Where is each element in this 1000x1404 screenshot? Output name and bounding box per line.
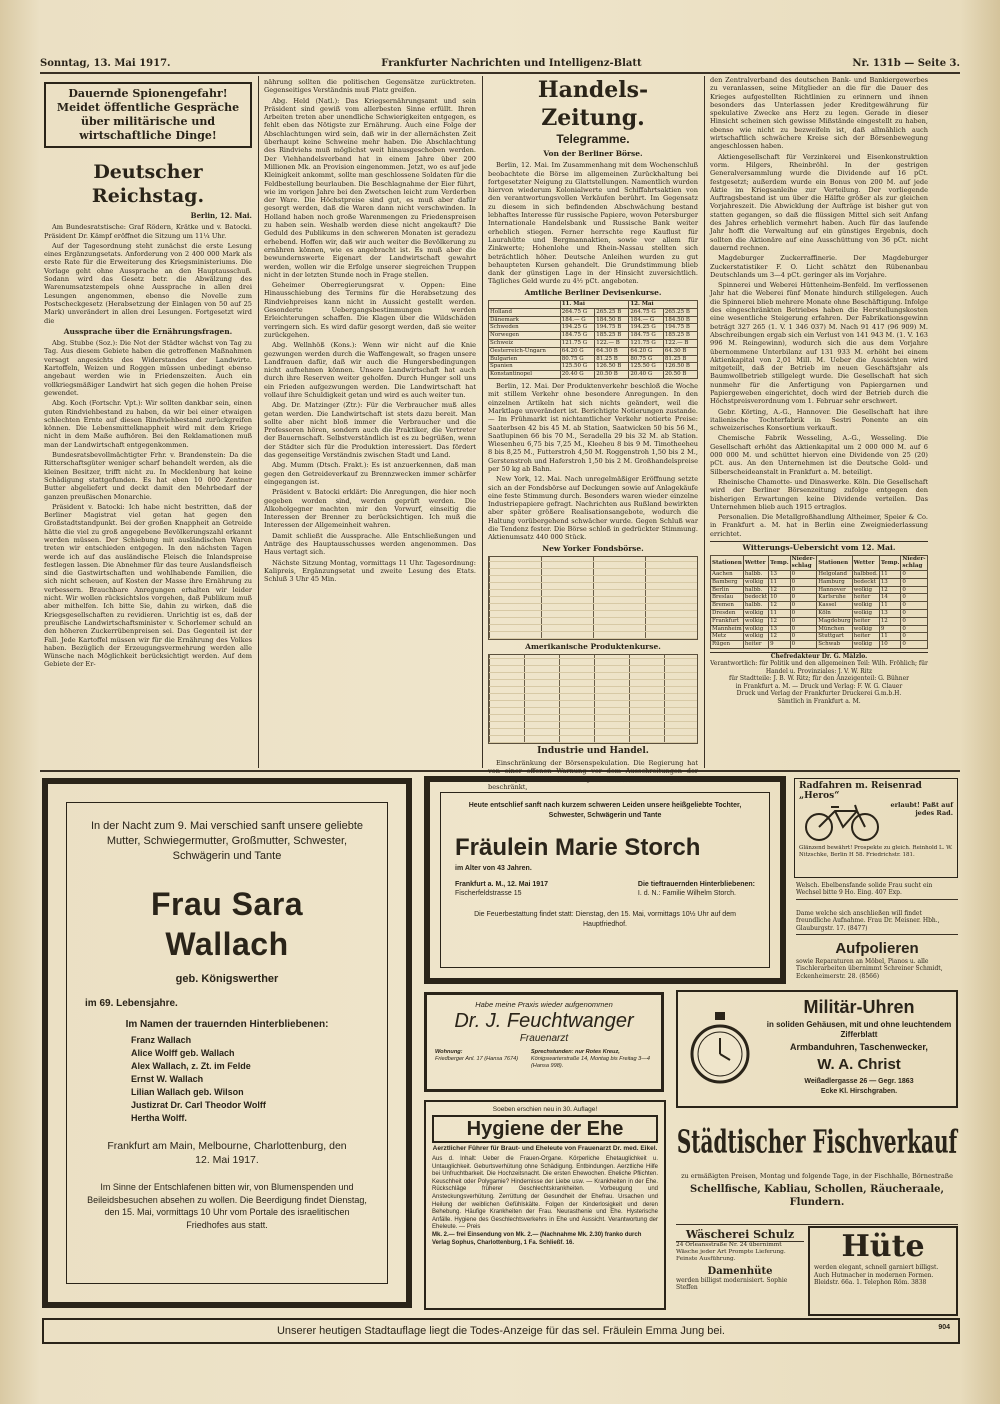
table-header: Nieder-schlag	[791, 556, 815, 570]
table-cell: heiter	[852, 617, 879, 625]
table-row	[711, 578, 928, 586]
table-cell: 122.— B	[663, 340, 697, 348]
table-cell: 194.25 G	[560, 324, 595, 332]
table-cell: 64.20 G	[560, 347, 595, 355]
paragraph: nährung sollten die politischen Gegensätze zurücktreten. Gegenseitiges Verständnis muß Platz greifen.	[264, 78, 476, 95]
table-row	[489, 371, 698, 379]
table-cell: Karlsruhe	[817, 594, 852, 602]
table-cell: 121.75 G	[560, 340, 595, 348]
paragraph: Präsident v. Batocki: Ich habe nicht bestritten, daß der Berliner Magistrat viel getan hat gegen den Großstadtstandpunkt. Bei der großen Knappheit an Getreide hätte die viel zu groß angegebene Bevölkerungszahl erkannt werden müssen. Der Schiebung mit ausländischen Waren treten wir entschieden entgegen. In den nächsten Tagen werde ich auf das ausländische Fleisch die Inlandspreise festlegen lassen. Die Abnehmer für das teure Auslandsfleisch sind die Gastwirtschaften und wohlhabende Familien, die sich nicht scheuen, auf Kosten der Masse ihre Ernährung zu verbessern. Brauchbare Anregungen erhalten wir leider nicht. Wir wollen rücksichtslos vorgehen, daß Publikum muß aber mithelfen. Ich bitte Sie, dahin zu wirken, daß die Kriegsgesellschaften zu revidieren. Unrichtig ist es, daß der preußische Landwirtschaftsminister v. Schorlemer schuld an den höheren Zuckerrübenpreisen sei. Das Gegenteil ist der Fall. Jede Kartoffel müssen wir für die Ernährung des Volkes haben. Bezüglich der Erzeugungsvermehrung werden alle Wünsche nach Möglichkeit berücksichtigt werden. Auf dem Gebiete der Er-	[44, 502, 252, 669]
obituary-place: Frankfurt am Main, Melbourne, Charlottenburg, den 12. Mai 1917.	[107, 1140, 347, 1166]
ad-line: Schellfische, Kabliau, Schollen, Räucheraale, Flundern.	[690, 1184, 944, 1208]
table-cell: 10	[879, 641, 901, 649]
ad-label: Wohnung:	[435, 1049, 463, 1055]
obituary-wallach	[42, 778, 412, 1308]
page-number: 904	[938, 1324, 950, 1331]
mourner: Justizrat Dr. Carl Theodor Wolff	[131, 1100, 266, 1110]
mourner: Hertha Wolff.	[131, 1113, 187, 1123]
ad-body: werden elegant, schnell garniert billigst. Auch Hutmacher in modernen Formen. Bleidstr. 66a. 1. Telephon Röm. 3838	[814, 1264, 939, 1287]
ad-address: Ecke Kl. Hirschgraben.	[820, 1088, 898, 1095]
table-cell: wolkig	[743, 578, 768, 586]
paragraph: Auf der Tagesordnung steht zunächst die erste Lesung eines Ergänzungsetats. Anforderung von 2 400 000 Mark als erste Rate für die Erweiterung des Kriegsministeriums. Die Vorlage geht ohne Aussprache an den Hauptausschuß. Sodann wird das Gesetz betr. die Abwälzung des Warenumsatzstempels ohne Aussprache in allen drei Lesungen angenommen, ebenso die Novelle zum Postscheckgesetz (Herabsetzung der Einlagen von 50 auf 25 Mark) unverändert in allen drei Lesungen. Fortgesetzt wird die	[44, 241, 252, 325]
devisen-table	[488, 300, 698, 379]
table-cell: 0	[790, 625, 817, 633]
ad-feuchtwanger	[424, 992, 664, 1092]
table-cell: Schweden	[489, 324, 561, 332]
mourners-heading: Die tieftrauernden Hinterbliebenen:	[637, 881, 755, 888]
paragraph: Berlin, 12. Mai. Der Produktenverkehr beschloß die Woche mit stillem Verkehr ohne besondere Anregungen. In den einzelnen Artikeln hat sich nichts geändert, weil die Marktlage unverändert ist. Berichtigte Notierungen zustande. — Im Frühmarkt ist nichtamtlicher Verkehr notierte Preise: Saaterbsen 42 bis 45 M. ab Station, Saatwicken 50 bis 56 M., Saatlupinen 66 bis 70 M., Seradella 29 bis 32 M. ab Station. Wiesenheu 6,75 bis 7,25 M., Kleeheu 8 bis 9 M. Timotheeheu 8 bis 8,25 M., Futterstroh 4,50 M. Roggenstroh 1,50 bis 2 M., Gerstenstroh und Haferstroh 1,50 bis 2 M. Großhandelspreise per 50 kg ab Bahn.	[488, 382, 698, 473]
ad-residence	[435, 1049, 522, 1070]
mourner: Ernst W. Wallach	[131, 1074, 204, 1084]
table-cell: Köln	[817, 609, 852, 617]
imprint-line: Sämtlich in Frankfurt a. M.	[777, 697, 861, 705]
table-cell: heiter	[852, 594, 879, 602]
table-cell: 126.50 B	[595, 363, 629, 371]
ad-details	[435, 1049, 653, 1070]
table-row	[489, 355, 698, 363]
table-cell: 0	[790, 586, 817, 594]
ny-table	[488, 556, 698, 640]
table-cell: wolkig	[852, 609, 879, 617]
column-reichstag	[44, 82, 252, 768]
paragraph: Spinnerei und Weberei Hüttenheim-Benfeld. Im verflossenen Jahr hat die Weberei fünf Monate hindurch stillgelegen. Auch die Spinnerei blieb mehrere Monate ohne Beschäftigung. Infolge des eingeschränkten Betriebes haben die Herstellungskosten eine wesentliche Steigerung erfahren. Der Fabrikationsgewinn beträgt 327 265 (1. V. 1 346 037) M. Nach 91 417 (96 909) M. Abschreibungen ergab sich ein Verlust von 141 943 M. (1. V. 163 996 M. Reingewinn), wodurch sich die aus dem Vorjahre übernommene Unterbilanz auf 131 933 M. erhöht bei einem Aktienkapital von 2,01 Mill. M. Ueber die Aussichten wird mitgeteilt, daß der Betrieb im neuen Geschäftsjahr als Baumwollbetrieb stillgelegt wurde. Die Gesellschaft hat sich nunmehr für die Anfertigung von Papiergarnen und Papiergeweben eingerichtet, doch wird der Betrieb durch die Höchstpreisverordnung vom 1. Februar sehr erschwert.	[710, 281, 928, 406]
table-cell: 265.25 B	[663, 308, 697, 316]
ad-body: 24 Orleansstraße Nr. 24 übernimmt Wäsche jeder Art Prompte Lieferung. Feinste Ausführung.	[676, 1242, 786, 1262]
table-cell: Oesterreich-Ungarn	[489, 347, 561, 355]
table-cell: 184.— G	[560, 316, 595, 324]
table-row	[711, 594, 928, 602]
table-cell: wolkig	[852, 641, 879, 649]
table-cell: Spanien	[489, 363, 561, 371]
table-header	[489, 301, 561, 309]
table-cell: 12	[769, 586, 791, 594]
table-header-row	[711, 556, 928, 571]
paragraph: New York, 12. Mai. Nach unregelmäßiger Eröffnung setzte sich an der Fondsbörse auf Deckungen sowie auf Anlagekäufe eine feste Stimmung durch. Besonders waren wieder einzelne Industriepapiere gefragt. Nachrichten aus Rußland bewirkten aber später größere Realisationsangebote, wodurch die Haltung vorübergehend schwächer wurde. Gegen Schluß war die Tendenz fester. Die Börse schloß in gedrückter Stimmung. Aktienumsatz 440 000 Stück.	[488, 475, 698, 542]
table-cell: 264.75 G	[629, 308, 664, 316]
table-cell: 81.25 B	[663, 355, 697, 363]
table-cell: 20.50 B	[595, 371, 629, 379]
paragraph: Abg. Koch (Fortschr. Vpt.): Wir sollten dankbar sein, einen guten Rindviehbestand zu haben, da wir bei einer etwaigen schlechten Ernte auf diesen Rindviehbestand zurückgreifen können. Die Lebensmittelknappheit wird mit dem Kriege nicht in dem Maße aufhören. Bei den Reklamationen muß man der Landwirtschaft entgegenkommen.	[44, 399, 252, 449]
table-header: Stationen	[817, 556, 852, 571]
paragraph: Magdeburger Zuckerraffinerie. Der Magdeburger Zuckerstatistiker F. O. Licht schätzt den Rübenanbau Deutschlands um 3—4 pCt. geringer als im Vorjahre.	[710, 254, 928, 279]
book-contents: Aus d. Inhalt: Ueber die Frauen-Organe. Körperliche Ehetauglichkeit u. Untauglichkeit. Geburtsverhütung ohne Schädigung. Entbindungen. Aerztliche Hilfe bei Unfruchtbarkeit. Die Hochzeitsnacht. Die ersten Ehewochen. Eheliche Pflichten. Keuschheit oder Polygamie? Hindernisse der Liebe usw. — Krankheiten in der Ehe. Rückschläge früherer Geschlechtskrankheiten. Vorbeugung und Ansteckungsverhütung. Zerrüttung der Gesundheit der Ehefrau. Ursachen und Heilung der weiblichen Gefühlskälte. Folgen der Kinderlosigkeit und deren Behebung. Häufige Krankheiten der Frau. Neurasthenie und Ehe. Hysterische Anfälle. Hygiene des Geschlechtsverkehrs in Ehe und Aussicht. Verantwortung der Eheleute. — Preis	[432, 1156, 658, 1231]
table-cell: halbb.	[743, 602, 768, 610]
table-row	[711, 602, 928, 610]
ad-line: zu ermäßigten Preisen, Montag und folgende Tage, in der Fischhalle, Börnestraße	[681, 1172, 953, 1180]
table-cell: Bremen	[711, 602, 744, 610]
paragraph: Einschränkung der Börsenspekulation. Die Regierung hat von einer offenen Warnung vor dem Ausschreitungen der Börsenspekulation Abstand genommen, sie hat sich darauf beschränkt,	[488, 758, 698, 792]
table-cell: 9	[769, 641, 791, 649]
table-cell: 20.40 G	[560, 371, 595, 379]
table-cell: 265.25 B	[595, 308, 629, 316]
table-cell: 264.75 G	[560, 308, 595, 316]
paragraph: Am Bundesratstische: Graf Rödern, Krätke und v. Batocki. Präsident Dr. Kämpf eröffnet die Sitzung um 11¼ Uhr.	[44, 223, 252, 240]
ad-company: W. A. Christ	[817, 1056, 901, 1073]
table-cell: bedeckt	[852, 578, 879, 586]
table-cell: 184.— G	[629, 316, 664, 324]
paragraph: Gebr. Körting, A.-G., Hannover. Die Gesellschaft hat ihre italienische Tochterfabrik in Sestri Ponente an ein schweizerisches Konsortium verkauft.	[710, 407, 928, 433]
table-cell: 11	[879, 602, 901, 610]
table-cell: Konstantinopel	[489, 371, 561, 379]
table-cell: 0	[790, 633, 817, 641]
masthead-title: Frankfurter Nachrichten und Intelligenz-Blatt	[381, 58, 642, 69]
masthead-date: Sonntag, 13. Mai 1917.	[40, 58, 171, 69]
paragraph: Präsident v. Batocki erklärt: Die Anregungen, die hier noch gegeben worden sind, werden geprüft werden. Die Alkoholgegner machten mir den Vorwurf, einseitig die Interessen der Brenner zu berücksichtigen. Ich muß die Interessen der Allgemeinheit wahren.	[264, 488, 476, 530]
book-subtitle: Aerztlicher Führer für Braut- und Eheleute von Frauenarzt Dr. med. Eikel.	[432, 1145, 658, 1152]
table-cell: 194.25 G	[629, 324, 664, 332]
table-cell: heiter	[743, 641, 768, 649]
table-cell: Dresden	[711, 609, 744, 617]
mourner: Lilian Wallach geb. Wilson	[131, 1087, 244, 1097]
paragraph: den Zentralverband des deutschen Bank- und Bankiergewerbes zu veranlassen, seine Mitglieder an die für die Dauer des Krieges aufgestellten Richtlinien zu erinnern und ihnen besonders das Unterlassen jeder Kreditgewährung für spekulative Zwecke ans Herz zu legen. Gerade in dieser Hinsicht scheinen sich gewisse Mißstände eingestellt zu haben, ebenso wie nicht zu bezweifeln ist, daß allmählich auch wirtschaftlich schwächere Kreise sich der Börsenbewegung angeschlossen haben.	[710, 76, 928, 151]
table-cell: halbb.	[743, 586, 768, 594]
table-header: 11. Mai	[560, 301, 629, 309]
table-row	[489, 308, 698, 316]
imprint-line: in Frankfurt a. M. — Druck und Verlag: F. W. G. Clauer	[735, 682, 903, 690]
table-row	[489, 340, 698, 348]
book-title: Hygiene der Ehe	[432, 1115, 658, 1143]
table-row	[711, 609, 928, 617]
reichstag-title: Deutscher Reichstag.	[91, 161, 205, 207]
ad-bicycle	[794, 778, 958, 878]
classified-ad: Welsch. Ebelbensfande solide Frau sucht ein Wechsel bitte 9 Ho. Eing. 407 Exp.	[796, 882, 958, 900]
table-cell: 185.25 B	[595, 332, 629, 340]
table-cell: halbb.	[743, 570, 768, 578]
ad-heading: Wäscherei Schulz	[676, 1228, 804, 1242]
table-header: 12. Mai	[629, 301, 698, 309]
table-cell: 11	[879, 570, 901, 578]
subheading: Von der Berliner Börse.	[543, 149, 643, 158]
table-cell: halbbed.	[853, 570, 878, 577]
table-cell: 0	[901, 594, 928, 602]
weather-title: Witterungs-Uebersicht vom 12. Mai.	[710, 541, 928, 552]
table-cell: wolkig	[743, 609, 768, 617]
mourner: Alice Wolff geb. Wallach	[131, 1048, 235, 1058]
table-cell: 0	[790, 578, 817, 586]
table-cell: 0	[790, 617, 817, 625]
classified-ad: Dame welche sich anschließen will findet freundliche Aufnahme. Frau Dr. Meisner. Hbh., Glauburgstr. 17. (8477)	[796, 910, 958, 935]
table-cell: Bamberg	[711, 578, 744, 586]
table-cell: 0	[901, 602, 928, 610]
table-cell: 12	[769, 602, 791, 610]
ad-heading: Aufpolieren	[835, 940, 919, 957]
table-cell: 121.75 G	[629, 340, 664, 348]
ad-top: Habe meine Praxis wieder aufgenommen	[475, 1000, 613, 1009]
table-cell: heiter	[852, 633, 879, 641]
table-cell: 12	[769, 633, 791, 641]
obituary-note: Im Sinne der Entschlafenen bitten wir, von Blumenspenden und Beileidsbesuchen absehen zu wollen. Die Beerdigung findet Dienstag, den 15. Mai, vormittags 10 Uhr vom Portale des israelitischen Friedhofes aus statt.	[87, 1182, 367, 1230]
column-handels	[488, 76, 698, 792]
imprint-line: Verantwortlich: für Politik und den allgemeinen Teil: Wilh. Fröhlich; für Handel u. Provinziales: J. V. W. Ritz	[710, 660, 928, 675]
paragraph: Aktiengesellschaft für Verzinkerei und Eisenkonstruktion vorm. Hilgers, Rheinbröhl. In der gestrigen Generalversammlung wurde die Dividende auf 16 pCt. festgesetzt; außerdem wurde ein Bonus von 200 M. auf jede Aktie im Kriegsanleihe zur Verteilung. Der vorliegende Auftragsbestand ist um über die Hälfte größer als zur gleichen Vorjahreszeit. Die Abwicklung der Aufträge ist bisher gut von statten gegangen, so daß die flüssigen Mittel sich seit Anfang des Jahres erheblich vermehrt haben. Auch für das laufende Jahr hofft die Verwaltung auf ein günstiges Ergebnis, doch sollten die Aktionäre auf eine Ausschüttung von 36 pCt. nicht dauernd rechnen.	[710, 152, 928, 252]
column-divider	[258, 76, 259, 768]
table-cell: 12	[879, 617, 901, 625]
table-row	[711, 625, 928, 633]
table-cell: 64.30 B	[663, 347, 697, 355]
obituary-age: im Alter von 43 Jahren.	[455, 865, 532, 872]
footer-text: Unserer heutigen Stadtauflage liegt die Todes-Anzeige für das sel. Fräulein Emma Jung bei.	[276, 1325, 725, 1337]
table-header: Wetter	[743, 556, 768, 571]
table-cell: Schwab	[817, 641, 852, 649]
obituary-intro: In der Nacht zum 9. Mai verschied sanft unsere geliebte Mutter, Schwiegermutter, Großmutter, Schwester, Schwägerin und Tante	[90, 820, 364, 862]
table-cell: 0	[901, 609, 928, 617]
table-cell: 13	[879, 578, 901, 586]
table-cell: Frankfurt	[711, 617, 744, 625]
ad-top: Soeben erschien neu in 30. Auflage!	[492, 1106, 598, 1113]
obituary-mourners-block	[638, 880, 755, 898]
ad-fish-sale	[676, 1114, 958, 1225]
table-cell: wolkig	[743, 633, 768, 641]
table-row	[489, 316, 698, 324]
obituary-details	[455, 880, 755, 898]
ih-title: Industrie und Handel.	[537, 746, 649, 757]
table-row	[489, 332, 698, 340]
obituary-storch	[424, 776, 786, 984]
table-cell: 81.25 B	[595, 355, 629, 363]
obituary-inner	[440, 792, 770, 968]
obituary-inner	[66, 802, 388, 1284]
table-cell: Helgoland	[817, 570, 852, 578]
table-row	[711, 641, 928, 649]
obituary-street: Fischerfeldstrasse 15	[455, 890, 522, 897]
paragraph: Chemische Fabrik Wesseling, A.-G., Wesseling. Die Gesellschaft erhöht das Aktienkapital um 2 000 000 M. auf 6 000 000 M. und schüttet hiervon eine Dividende von 25 (20) pCt. aus. An den Unternehmen ist die Deutsche Gold- und Silberscheideanstalt in Frankfurt a. M. beteiligt.	[710, 434, 928, 476]
column-divider	[482, 76, 483, 768]
table-cell: 194.75 B	[595, 324, 629, 332]
paragraph: Geheimer Oberregierungsrat v. Oppen: Eine Hinausschiebung des Termins für die Herabsetzung des Rindviehpreises kann nicht in Aussicht gestellt werden. Gesonderte Uebergangsbestimmungen werden Erleichterungen schaffen. Die Klagen über die Wildschäden verringern sich. Es wird dafür gesorgt werden, daß sie weiter zurückgehen.	[264, 281, 476, 339]
table-cell: 12	[879, 586, 901, 594]
table-cell: Norwegen	[489, 332, 561, 340]
table-row	[711, 617, 928, 625]
table-cell: München	[817, 625, 852, 633]
weather-table	[710, 555, 928, 649]
table-cell: 20.40 G	[629, 371, 664, 379]
table-cell: Kassel	[817, 602, 852, 610]
table-cell: Magdeburg	[818, 617, 851, 624]
table-cell: 125.50 G	[629, 363, 664, 371]
ad-laundry	[676, 1228, 804, 1316]
table-cell: 11	[769, 578, 791, 586]
table-cell: Dänemark	[489, 316, 561, 324]
mourners: I. d. N.: Familie Wilhelm Storch.	[637, 890, 736, 897]
table-cell: Bulgarien	[489, 355, 561, 363]
table-cell: 13	[769, 625, 791, 633]
obituary-intro: Heute entschlief sanft nach kurzem schweren Leiden unsere heißgeliebte Tochter, Schwester, Schwägerin und Tante	[468, 802, 742, 819]
paragraph: Damit schließt die Aussprache. Alle Entschließungen und Anträge des Hauptausschusses werden angenommen. Das Haus vertagt sich.	[264, 531, 476, 557]
ad-military-watches	[676, 990, 958, 1108]
table-header: Temp.	[769, 556, 791, 571]
obituary-born: geb. Königswerther	[175, 973, 279, 985]
masthead-issue: Nr. 131b — Seite 3.	[852, 58, 960, 69]
ad-aufpolieren	[796, 940, 958, 980]
table-cell: 126.50 B	[663, 363, 697, 371]
masthead	[40, 58, 960, 72]
table-cell: 184.50 B	[663, 316, 697, 324]
ad-body: sowie Reparaturen an Möbel, Pianos u. alle Tischlerarbeiten übernimmt Schreiner Schmidt, Eckenheimerstr. 28. (8566)	[796, 958, 943, 980]
subheading: Aussprache über die Ernährungsfragen.	[63, 326, 233, 336]
table-header: Stationen	[711, 556, 744, 571]
table-cell: bedeckt	[744, 594, 768, 601]
ad-address: Weißadlergasse 26 — Gegr. 1863	[804, 1078, 914, 1085]
imprint-line: Druck und Verlag der Frankfurter Druckerei G.m.b.H.	[736, 690, 902, 698]
mourner: Franz Wallach	[131, 1035, 192, 1045]
ad-heading: Damenhüte	[707, 1266, 773, 1277]
devisen-title: Amtliche Berliner Devisenkurse.	[524, 287, 662, 297]
table-row	[489, 324, 698, 332]
paragraph: Rheinische Chamotte- und Dinaswerke. Köln. Die Gesellschaft wird der Berliner Börsenzeitung zufolge entgegen den bisherigen Erwartungen keine Dividende verteilen. Das Unternehmen blieb auch 1915 ertraglos.	[710, 477, 928, 511]
book-order: Mk. 2.— frei Einsendung von Mk. 2.— (Nachnahme Mk. 2.30) franko durch Verlag Sophus, Charlottenburg, 1 Fa. Schließf. 16.	[432, 1231, 642, 1246]
table-cell: Holland	[489, 308, 561, 316]
pocket-watch-icon	[688, 1010, 752, 1090]
table-cell: 11	[769, 609, 791, 617]
handels-title: Handels-Zeitung.	[537, 77, 649, 131]
table-row	[711, 586, 928, 594]
table-cell: wolkig	[852, 625, 879, 633]
table-cell: 0	[790, 602, 817, 610]
ad-heading: Radfahren m. Reisenrad „Heros“	[799, 781, 922, 801]
ad-hats	[808, 1226, 958, 1316]
table-cell: 122.— B	[595, 340, 629, 348]
ad-label: Sprechstunden: nur Rotes Kreuz,	[530, 1049, 620, 1055]
table-cell: wolkig	[743, 617, 768, 625]
table-cell: Hamburg	[817, 578, 852, 586]
imprint-line: für Stadtteile: J. B. W. Ritz; für den Anzeigenteil: G. Bühner	[729, 675, 909, 683]
table-header: Wetter	[852, 556, 879, 571]
table-row	[711, 633, 928, 641]
table-cell: 11	[879, 633, 901, 641]
footer-notice	[42, 1318, 960, 1344]
paragraph: Abg. Dr. Matzinger (Ztr.): Für die Verbraucher muß alles getan werden. Die Landwirtschaft ist stets dazu bereit. Man sollte aber nicht bloß immer die Verbraucher und die Professoren hören, sondern auch die Praktiker, die Vertreter der Bauernschaft. Selbstverständlich ist es zu begrüßen, wenn der Städter sich für die Produktion interessiert. Das fördert das gegenseitige Verständnis zwischen Stadt und Land.	[264, 401, 476, 460]
imprint-line: Chefredakteur Dr. G. Mälzlo.	[770, 652, 868, 660]
table-cell: wolkig	[743, 625, 768, 633]
table-cell: 80.75 G	[560, 355, 595, 363]
paragraph: Personalien. Die Metallgroßhandlung Altheimer, Speier & Co. in Frankfurt a. M. hat in Berlin eine Zweigniederlassung errichtet.	[710, 513, 928, 538]
ad-hygiene	[424, 1100, 666, 1310]
table-cell: 80.75 G	[629, 355, 664, 363]
paragraph: Abg. Held (Natl.): Das Kriegsernährungsamt und sein Präsident sind gewiß vom allerbesten Sinne erfüllt. Ihren Arbeiten treten aber unendliche Schwierigkeiten entgegen, es fehlt eben das Nötigste zur Ernährung. Auch eine Folge der Abschlachtungen wird sein, daß wir in der allernächsten Zeit überhaupt keine Schweine mehr haben. Die Abschlachtung des Rindviehs muß möglichst weit hinausgeschoben werden. Der Viehhandelsverband hat in einem Jahre über 200 Millionen Mk. an Provision eingenommen. Jetzt, wo es auf jede Kleinigkeit ankommt, sollte man geschlossene Soldaten für die Feldbestellung beurlauben. Die Beschlagnahme der Eier führt, wie im vorigen Jahre bei den Zwetschen leicht zum Verderben der Ware. Die Höchstpreise sind gut, es muß aber dafür gesorgt werden, daß die Waren dann nicht verschwinden. In Holland haben noch große Warenmengen zu Friedenspreisen zu haben sein. Weshalb werden diese nicht angekauft? Die Geduld des Publikums in den schweren Monaten ist geradezu erhebend. Hoffen wir, daß wir auch weiter die Bevölkerung zu ernähren können, wie es angebracht ist. Es muß aber die bewundernswerte Eigenart der Landwirtschaft gewahrt werden, wollen wir die Erfolge unserer siegreichen Truppen nicht in der letzten Stunde noch in Frage stellen.	[264, 96, 476, 279]
table-cell: 20.50 B	[663, 371, 697, 379]
doctor-title: Frauenarzt	[519, 1033, 569, 1044]
table-cell: Aachen	[711, 570, 744, 578]
table-cell: 184.75 G	[560, 332, 595, 340]
table-cell: 0	[901, 641, 928, 649]
table-row	[489, 363, 698, 371]
ad-line: in soliden Gehäusen, mit und ohne leuchtendem Zifferblatt	[766, 1020, 952, 1039]
bicycle-icon	[803, 799, 881, 843]
spy-warning-box: Dauernde Spionengefahr! Meidet öffentliche Gespräche über militärische und wirtschaftliche Dinge!	[44, 82, 252, 148]
table-cell: 0	[790, 570, 817, 578]
ad-body: werden billigst modernisiert. Sophie Steffen	[676, 1277, 788, 1291]
table-cell: 0	[790, 609, 817, 617]
telegramme-heading: Telegramme.	[556, 132, 630, 146]
obituary-name: Frau Sara Wallach	[150, 886, 304, 962]
obituary-place-block	[455, 880, 548, 898]
table-row	[489, 347, 698, 355]
ad-line: erlaubt! Paßt auf jedes Rad.	[890, 801, 953, 817]
table-cell: 184.75 G	[629, 332, 664, 340]
table-cell: 9	[879, 625, 901, 633]
paragraph: Abg. Mumm (Dtsch. Frakt.): Es ist anzuerkennen, daß man gegen den Getreideverkauf zu Brennzwecken immer schärfer eingegangen ist.	[264, 461, 476, 486]
table-cell: 64.30 B	[595, 347, 629, 355]
paragraph: Bundesratsbevollmächtigter Frhr. v. Brandenstein: Da die Ritterschaftsgüter weniger scharf behandelt werden, als die kleinen Besitzer, trifft nicht zu. In Mecklenburg hat keine Schädigung stattgefunden. Es hat eben 10 000 Zentner Butter abgeliefert und deckt damit den Mehrbedarf der ganzen preußischen Monarchie.	[44, 451, 252, 501]
table-cell: 13	[769, 570, 791, 578]
ad-heading: Hüte	[841, 1229, 925, 1264]
mourners-list	[85, 1034, 369, 1125]
obituary-funeral: Die Feuerbestattung findet statt: Dienstag, den 15. Mai, vormittags 10½ Uhr auf dem Hauptfriedhof.	[474, 911, 736, 928]
prod-table	[488, 654, 698, 744]
ad-value: Friedberger Anl. 17 (Hansa 7674)	[435, 1056, 519, 1062]
ad-line: Glänzend bewährt! Prospekte zu gleich. Reinhold L. W. Nitzschke, Berlin H 58. Friedrichstr. 181.	[799, 845, 953, 858]
table-cell: 0	[901, 625, 928, 633]
dateline: Berlin, 12. Mai.	[190, 211, 252, 220]
ad-hours	[531, 1049, 653, 1070]
ny-title: New Yorker Fondsbörse.	[542, 543, 644, 553]
table-cell: 12	[769, 617, 791, 625]
imprint	[710, 652, 928, 706]
table-cell: Stuttgart	[817, 633, 852, 641]
masthead-rule	[40, 72, 960, 74]
column-business	[710, 76, 928, 768]
obituary-name: Fräulein Marie Storch	[455, 834, 701, 861]
prod-title: Amerikanische Produktenkurse.	[525, 641, 661, 651]
table-cell: 185.25 B	[663, 332, 697, 340]
paragraph: Abg. Stubbe (Soz.): Die Not der Städter wächst von Tag zu Tag. Aus diesem Gebiete haben die getroffenen Maßnahmen versagt angesichts des Widerstandes der Landwirte. Kartoffeln, Weizen und Roggen müssen unbedingt ebenso angebaut werden wie in Friedenszeiten. Auch ein vollkriegsmäßiger Landwirt hat sich gegen die hohen Preise gewendet.	[44, 339, 252, 397]
ad-value: Königswarterstraße 14, Montag bis Freitag 3—4 (Hansa 998).	[530, 1056, 650, 1069]
table-cell: Breslau	[711, 594, 744, 602]
table-cell: wolkig	[852, 602, 879, 610]
mourner: Alex Wallach, z. Zt. im Felde	[131, 1061, 251, 1071]
table-cell: Metz	[711, 633, 744, 641]
table-cell: wolkig	[852, 586, 879, 594]
table-cell: Rügen	[711, 641, 744, 649]
column-divider	[704, 76, 705, 768]
table-cell: 10	[769, 594, 791, 602]
table-cell: 64.20 G	[629, 347, 664, 355]
table-cell: 13	[879, 609, 901, 617]
ad-heading: Städtischer Fischverkauf	[676, 1122, 958, 1161]
obituary-place: Frankfurt a. M., 12. Mai 1917	[455, 881, 548, 888]
table-header: Temp.	[879, 556, 901, 571]
obituary-age: im 69. Lebensjahre.	[85, 998, 178, 1009]
table-cell: Berlin	[711, 586, 744, 594]
paragraph: Abg. Wellnhöß (Kons.): Wenn wir nicht auf die Knie gezwungen werden durch die Waffengewalt, so fragen unsere Landfrauen dafür, daß wir auch die Hungersbedingungen nicht aufnehmen können. Unsere Landwirtschaft hat auch durch ihre Reserven weiter geholfen. Durch Hunger soll uns ein Frieden aufgezwungen werden. Die Landwirtschaft hat vollauf ihre Schuldigkeit getan und wird es auch weiter tun.	[264, 341, 476, 399]
table-cell: 0	[790, 594, 817, 602]
ad-heading: Militär-Uhren	[803, 997, 915, 1017]
table-cell: 0	[901, 578, 928, 586]
table-cell: 0	[901, 633, 928, 641]
table-cell: 0	[790, 641, 817, 649]
table-row	[711, 570, 928, 578]
table-header: Nieder-schlag	[902, 556, 926, 570]
table-cell: 14	[879, 594, 901, 602]
table-cell: Mannheim	[712, 625, 742, 632]
table-cell: Hannover	[817, 586, 852, 594]
paragraph: Berlin, 12. Mai. Im Zusammenhang mit dem Wochenschluß beobachtete die Börse im allgemeinen Zurückhaltung bei fortgesetzter Neigung zu Glattstellungen. Namentlich wurden hiervon wiederum Kolonialwerte und Schiffahrtsaktien von den verantwortungsvollen Verkäufen berührt. Im Gegensatz zu diesem in sich befindenden Abschwächung bestand lebhaftes Interesse für russische Papiere, wovon Petersburger Internationale Handelsbank und Russische Bank weiter erheblich stiegen. Ferner herrschte rege Kauflust für Laurahütte und Bergmannaktien, sowie vor allem für Zinkwerte; Hohenlohe und Rhein-Nassau stellten sich beträchtlich höher. Deutsche Anleihen wurden zu gut behaupteten Kursen gehandelt. Die Grundstimmung blieb dank der günstigen Lage in der Hinsicht zuversichtlich. Tägliches Geld wurde zu 4½ pCt. angeboten.	[488, 161, 698, 286]
ad-line: Armbanduhren, Taschenwecker,	[790, 1042, 928, 1052]
table-cell: 184.50 B	[595, 316, 629, 324]
table-cell: 194.75 B	[663, 324, 697, 332]
table-cell: 0	[901, 617, 928, 625]
paragraph: Nächste Sitzung Montag, vormittags 11 Uhr. Tagesordnung: Kalipreis, Ergänzungsetat und zweite Lesung des Etats. Schluß 3 Uhr 45 Min.	[264, 558, 476, 584]
column-reichstag-cont	[264, 78, 476, 768]
table-cell: 0	[901, 586, 928, 594]
doctor-name: Dr. J. Feuchtwanger	[454, 1010, 634, 1032]
table-cell: 125.50 G	[560, 363, 595, 371]
mourners-heading: Im Namen der trauernden Hinterbliebenen:	[125, 1019, 329, 1030]
table-cell: Schweiz	[489, 340, 561, 348]
table-cell: 0	[901, 570, 928, 578]
